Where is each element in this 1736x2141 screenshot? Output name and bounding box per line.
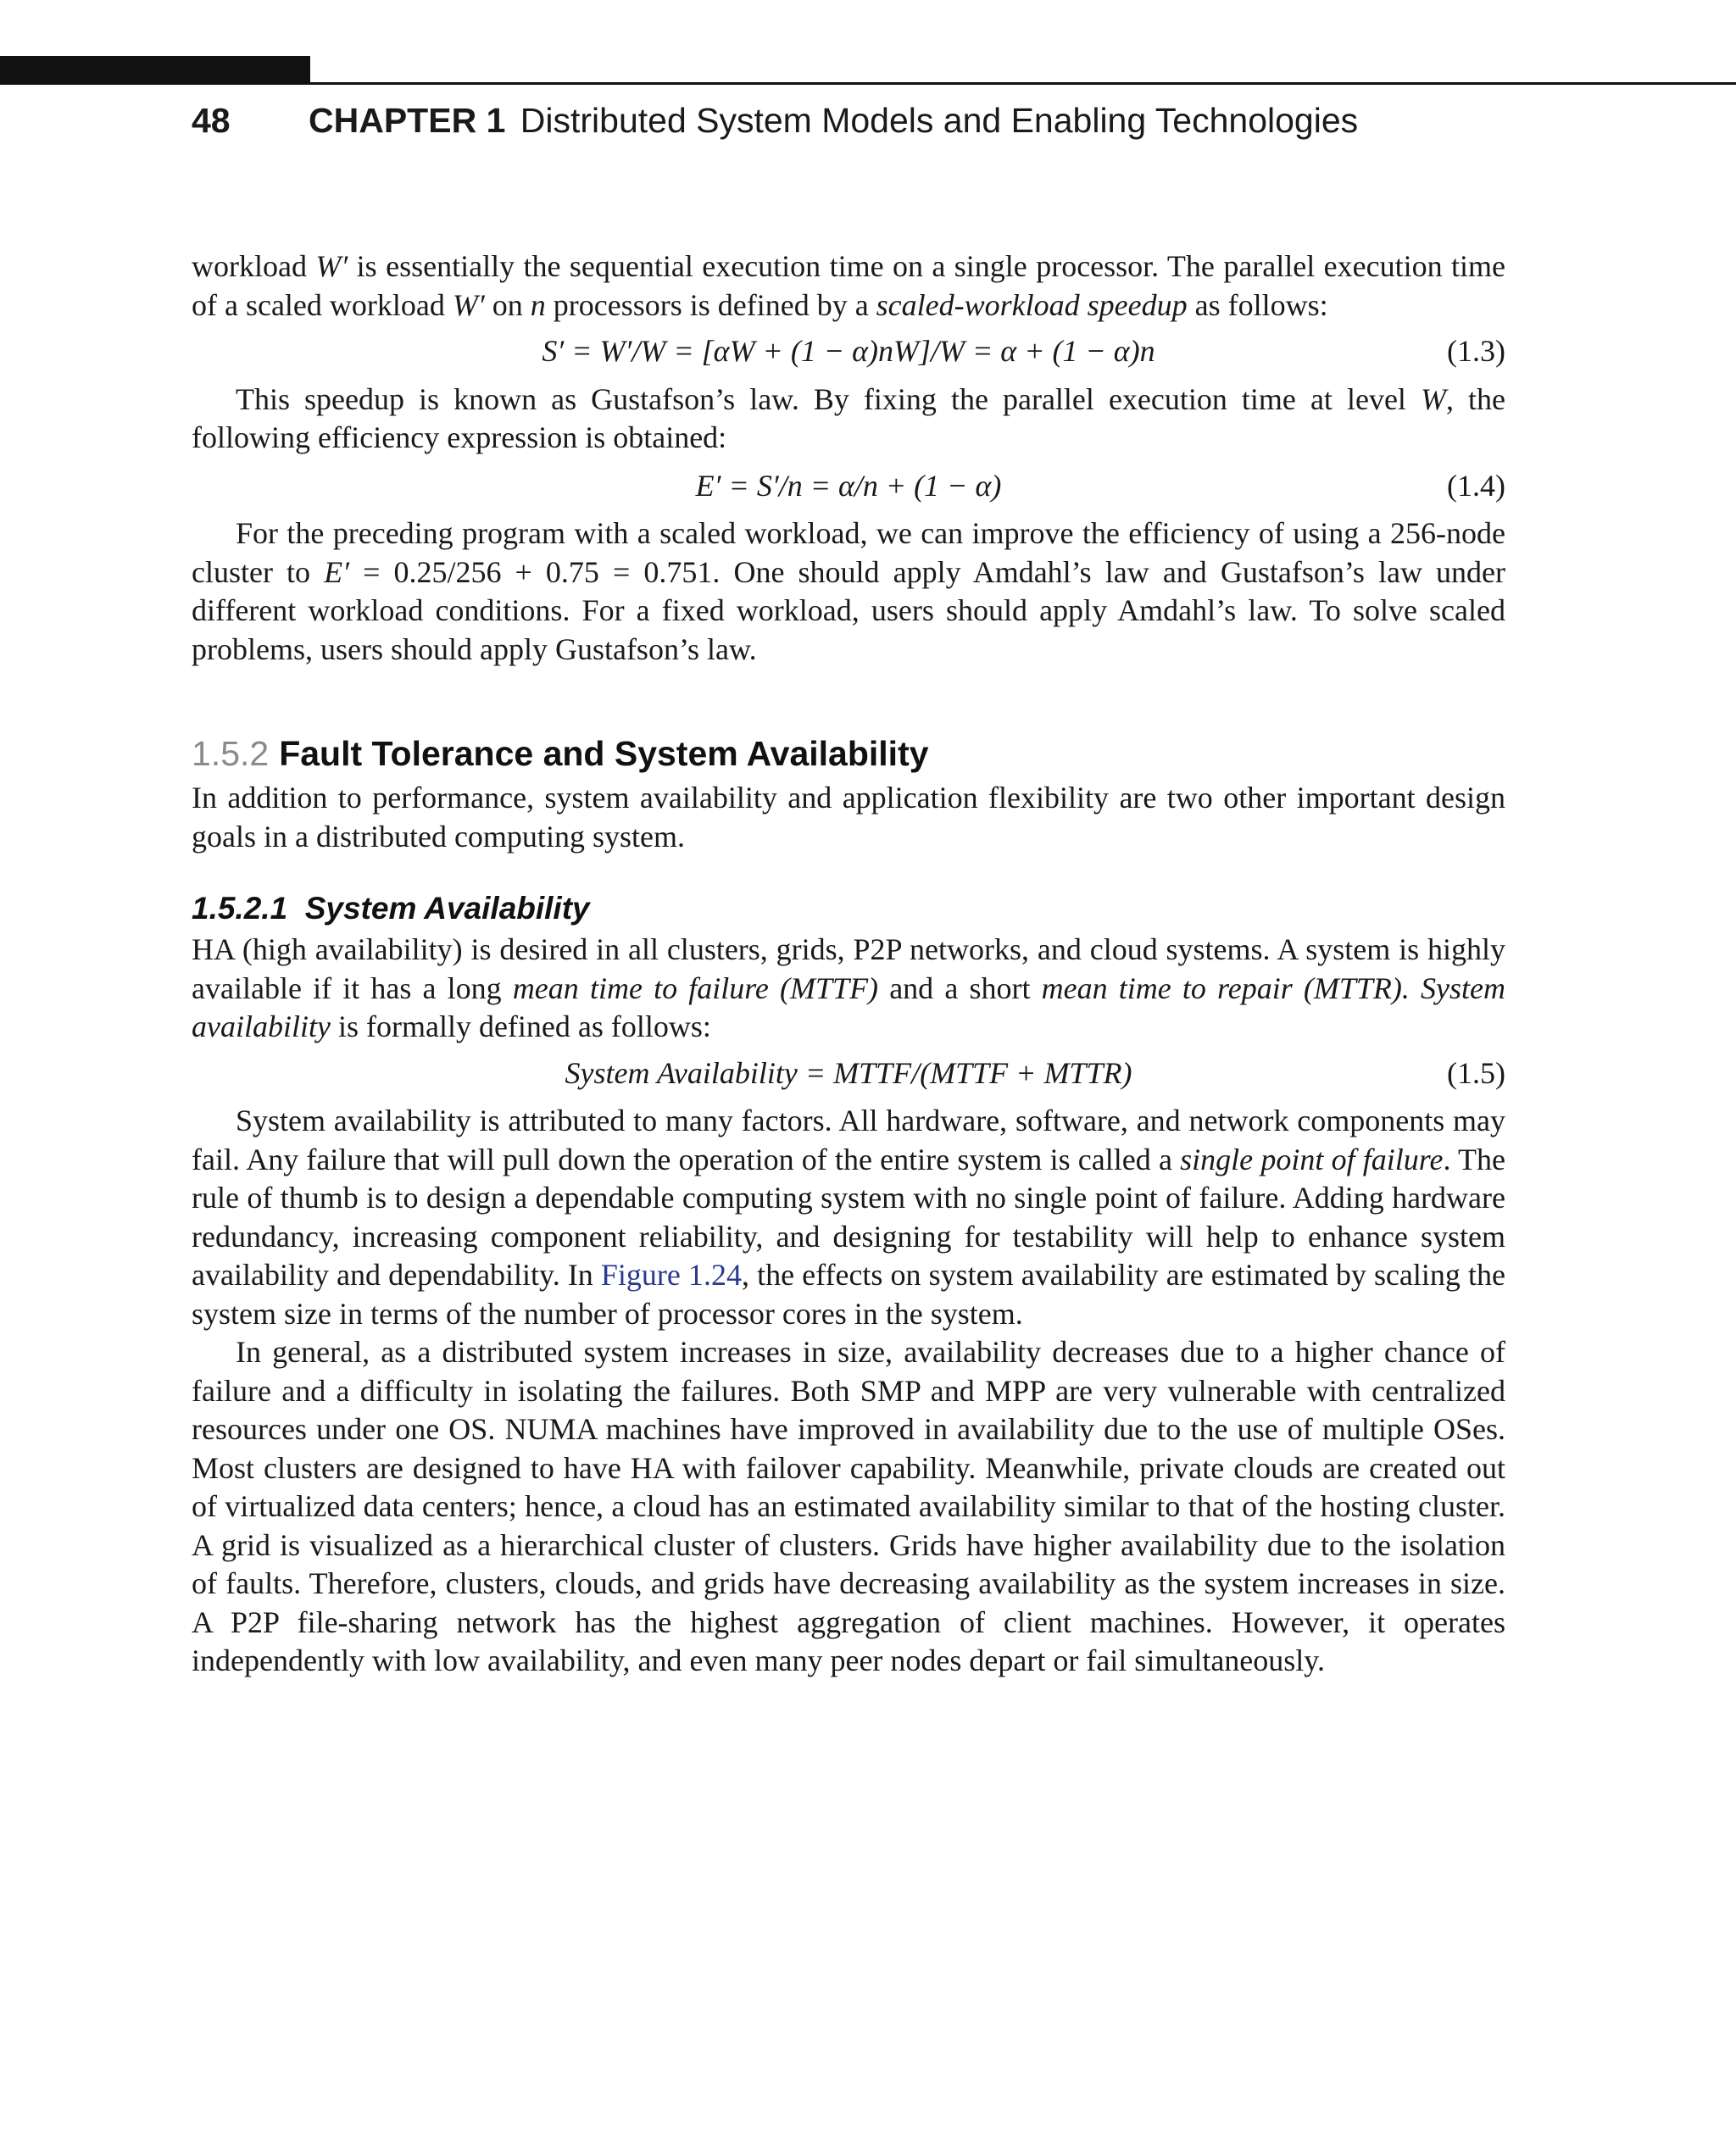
subsection-title: System Availability xyxy=(304,891,590,926)
equation-1-4 xyxy=(192,467,1505,506)
equation-expression: E′ = S′/n = α/n + (1 − α) xyxy=(695,468,1002,503)
equation-1-3 xyxy=(192,332,1505,371)
chapter-title: Distributed System Models and Enabling Technologies xyxy=(520,101,1359,140)
section-title: Fault Tolerance and System Availability xyxy=(279,734,929,773)
header-rule xyxy=(310,82,1736,85)
equation-number: (1.3) xyxy=(1447,334,1505,368)
paragraph-6: System availability is attributed to many factors. All hardware, software, and network components may fail. Any failure that will pull down the operation of the entire system is called a single point of failure. The rule of thumb is to design a dependable computing system with no single point of failure. Adding hardware redundancy, increasing component reliability, and designing for testability will help to enhance system availability and dependability. In Figure 1.24, the effects on system availability are estimated by scaling the system size in terms of the number of processor cores in the system. xyxy=(192,1104,1506,1331)
equation-1-5 xyxy=(192,1054,1505,1093)
page-number: 48 xyxy=(192,101,231,140)
paragraph-4: In addition to performance, system availability and application flexibility are two other important design goals in a distributed computing system. xyxy=(192,781,1505,854)
section-number: 1.5.2 xyxy=(192,734,270,773)
equation-expression: System Availability = MTTF/(MTTF + MTTR) xyxy=(565,1055,1132,1090)
equation-number: (1.4) xyxy=(1447,468,1505,503)
page-body xyxy=(192,247,1505,1681)
paragraph-5: HA (high availability) is desired in all clusters, grids, P2P networks, and cloud systems. A system is highly available if it has a long mean time to failure (MTTF) and a short mean time to repair (MTTR). System availability is formally defined as follows: xyxy=(192,932,1505,1043)
figure-link[interactable]: Figure 1.24 xyxy=(600,1258,742,1292)
paragraph-7: In general, as a distributed system increases in size, availability decreases due to a higher chance of failure and a difficulty in isolating the failures. Both SMP and MPP are very vulnerable with centralized resources under one OS. NUMA machines have improved in availability due to the use of multiple OSes. Most clusters are designed to have HA with failover capability. Meanwhile, private clouds are created out of virtualized data centers; hence, a cloud has an estimated availability similar to that of the hosting cluster. A grid is visualized as a hierarchical cluster of clusters. Grids have higher availability due to the isolation of faults. Therefore, clusters, clouds, and grids have decreasing availability as the system increases in size. A P2P file-sharing network has the highest aggregation of client machines. However, it operates independently with low availability, and even many peer nodes depart or fail simultaneously. xyxy=(192,1335,1505,1677)
chapter-label: CHAPTER 1 xyxy=(309,101,506,140)
equation-expression: S′ = W′/W = [αW + (1 − α)nW]/W = α + (1 − α)n xyxy=(542,334,1155,368)
equation-number: (1.5) xyxy=(1447,1055,1505,1090)
subsection-number: 1.5.2.1 xyxy=(192,891,288,926)
paragraph-3: For the preceding program with a scaled workload, we can improve the efficiency of using a 256-node cluster to E′ = 0.25/256 + 0.75 = 0.751. One should apply Amdahl’s law and Gustafson’s law under different workload conditions. For a fixed workload, users should apply Amdahl’s law. To solve scaled problems, users should apply Gustafson’s law. xyxy=(192,516,1505,666)
header-bar xyxy=(0,56,310,85)
section-heading xyxy=(192,728,1505,779)
paragraph-2: This speedup is known as Gustafson’s law. By fixing the parallel execution time at level W, the following efficiency expression is obtained: xyxy=(192,381,1506,454)
subsection-heading xyxy=(192,887,1505,931)
running-head xyxy=(192,95,1548,146)
paragraph-1: workload W′ is essentially the sequential execution time on a single processor. The parallel execution time of a scaled workload W′ on n processors is defined by a scaled-workload speedup as follows: xyxy=(192,249,1505,322)
